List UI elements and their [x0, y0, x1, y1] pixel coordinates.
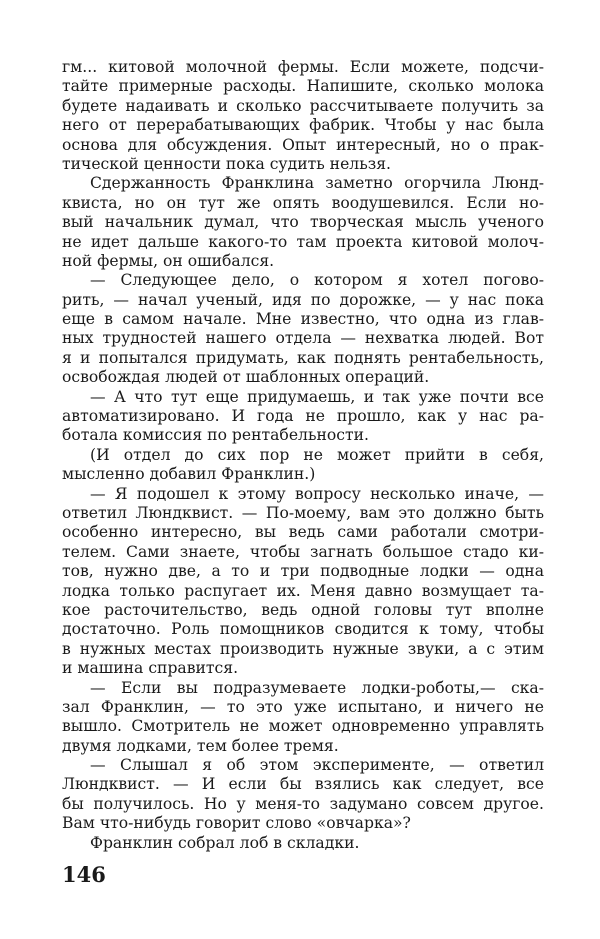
text-line: двумя лодками, тем более тремя. — [62, 736, 339, 755]
text-line: зал Франклин, — то это уже испытано, и ничего не — [62, 697, 544, 716]
text-line: особенно интересно, вы ведь сами работали смотри- — [62, 523, 544, 542]
text-line: ных трудностей нашего отдела — нехватка людей. Вот — [62, 329, 544, 348]
text-line: — А что тут еще придумаешь, и так уже почти все — [90, 387, 544, 406]
text-line: тической ценности пока судить нельзя. — [62, 154, 391, 173]
text-line: вый начальник думал, что творческая мысль ученого — [62, 213, 544, 232]
text-line: Франклин собрал лоб в складки. — [90, 833, 360, 852]
text-line: я и попытался придумать, как поднять рентабельность, — [62, 348, 544, 367]
text-line: основа для обсуждения. Опыт интересный, но о прак- — [62, 135, 544, 154]
text-line: квиста, но он тут же опять воодушевился. Если но- — [62, 193, 544, 212]
text-line: Люндквист. — И если бы взялись как следует, все — [62, 775, 544, 794]
text-line: и машина справится. — [62, 659, 239, 678]
text-line: автоматизировано. И года не прошло, как у нас ра- — [62, 407, 544, 426]
text-line: лодка только распугает их. Меня давно возмущает та- — [62, 581, 544, 600]
text-line: освобождая людей от шаблонных операций. — [62, 368, 430, 387]
page-number: 146 — [62, 862, 106, 887]
text-line: не идет дальше какого-то там проекта китовой молоч- — [62, 232, 544, 251]
text-line: достаточно. Роль помощников сводится к тому, чтобы — [62, 620, 544, 639]
text-line: ответил Люндквист. — По-моему, вам это должно быть — [62, 503, 544, 522]
text-line: — Если вы подразумеваете лодки-роботы,— ска- — [90, 678, 544, 697]
text-line: вышло. Смотритель не может одновременно управлять — [62, 717, 544, 736]
text-line: будете надаивать и сколько рассчитываете получить за — [62, 96, 544, 115]
text-line: (И отдел до сих пор не может прийти в себя, — [90, 445, 544, 464]
text-line: рить, — начал ученый, идя по дорожке, — у нас пока — [62, 290, 544, 309]
text-line: него от перерабатывающих фабрик. Чтобы у нас была — [62, 116, 544, 135]
text-line: еще в самом начале. Мне известно, что одна из глав- — [62, 310, 544, 329]
text-line: ной фермы, он ошибался. — [62, 251, 275, 270]
text-line: тайте примерные расходы. Напишите, сколько молока — [62, 77, 544, 96]
text-line: кое расточительство, ведь одной головы тут вполне — [62, 600, 544, 619]
text-line: тов, нужно две, а то и три подводные лодки — одна — [62, 562, 544, 581]
text-line: мысленно добавил Франклин.) — [62, 465, 316, 484]
text-line: в нужных местах производить нужные звуки, а с этим — [62, 639, 544, 658]
text-line: телем. Сами знаете, чтобы загнать большое стадо ки- — [62, 542, 544, 561]
page-body-text — [62, 58, 544, 853]
text-line: Вам что-нибудь говорит слово «овчарка»? — [62, 814, 411, 833]
text-line: Сдержанность Франклина заметно огорчила Люнд- — [90, 174, 544, 193]
text-line: ботала комиссия по рентабельности. — [62, 426, 369, 445]
text-line: — Следующее дело, о котором я хотел погово- — [90, 271, 544, 290]
text-line: — Слышал я об этом эксперименте, — ответил — [90, 756, 544, 775]
text-line: — Я подошел к этому вопросу несколько иначе, — — [90, 484, 544, 503]
text-line: гм... китовой молочной фермы. Если можете, подсчи- — [62, 58, 544, 76]
text-line: бы получилось. Но у меня-то задумано совсем другое. — [62, 794, 544, 813]
